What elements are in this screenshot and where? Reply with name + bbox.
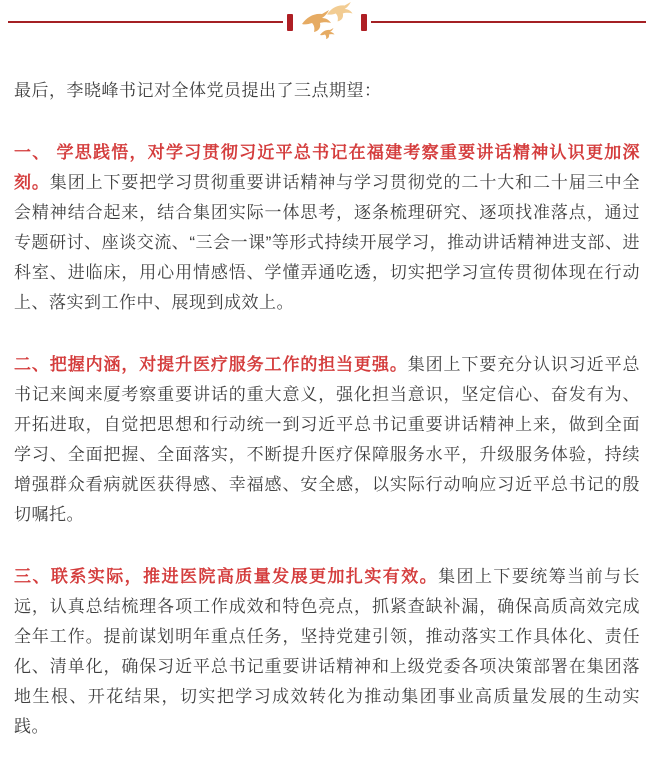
header-divider [0, 0, 654, 44]
point-2-body: 集团上下要充分认识习近平总书记来闽来厦考察重要讲话的重大意义，强化担当意识，坚定信心、奋发有为、开拓进取，自觉把思想和行动统一到习近平总书记重要讲话精神上来，做到全面学习、全面把握、全面落实，不断提升医疗保障服务水平，升级服务体验，持续增强群众看病就医获得感、幸福感、安全感，以实际行动响应习近平总书记的殷切嘱托。 [14, 355, 640, 524]
divider-line-right [371, 21, 646, 23]
point-3-heading: 三、联系实际，推进医院高质量发展更加扎实有效。 [14, 567, 439, 586]
point-paragraph-3 [14, 562, 640, 742]
point-2-heading: 二、把握内涵，对提升医疗服务工作的担当更强。 [14, 355, 408, 374]
doves-icon [299, 2, 355, 42]
point-paragraph-1 [14, 138, 640, 318]
divider-bar-left [287, 14, 293, 31]
point-1-heading: 一、 学思践悟，对学习贯彻习近平总书记在福建考察重要讲话精神认识更加深刻。 [14, 143, 640, 192]
divider-line-left [8, 21, 283, 23]
point-paragraph-2 [14, 350, 640, 530]
divider-bar-right [361, 14, 367, 31]
point-1-body: 集团上下要把学习贯彻重要讲话精神与学习贯彻党的二十大和二十届三中全会精神结合起来，结合集团实际一体思考，逐条梳理研究、逐项找准落点，通过专题研讨、座谈交流、“三会一课”等形式持续开展学习，推动讲话精神进支部、进科室、进临床，用心用情感悟、学懂弄通吃透，切实把学习宣传贯彻体现在行动上、落实到工作中、展现到成效上。 [14, 173, 641, 312]
point-3-body: 集团上下要统筹当前与长远，认真总结梳理各项工作成效和特色亮点，抓紧查缺补漏，确保高质高效完成全年工作。提前谋划明年重点任务，坚持党建引领，推动落实工作具体化、责任化、清单化，确保习近平总书记重要讲话精神和上级党委各项决策部署在集团落地生根、开花结果，切实把学习成效转化为推动集团事业高质量发展的生动实践。 [14, 567, 641, 736]
intro-paragraph [14, 76, 640, 106]
intro-text: 最后，李晓峰书记对全体党员提出了三点期望： [14, 81, 382, 100]
